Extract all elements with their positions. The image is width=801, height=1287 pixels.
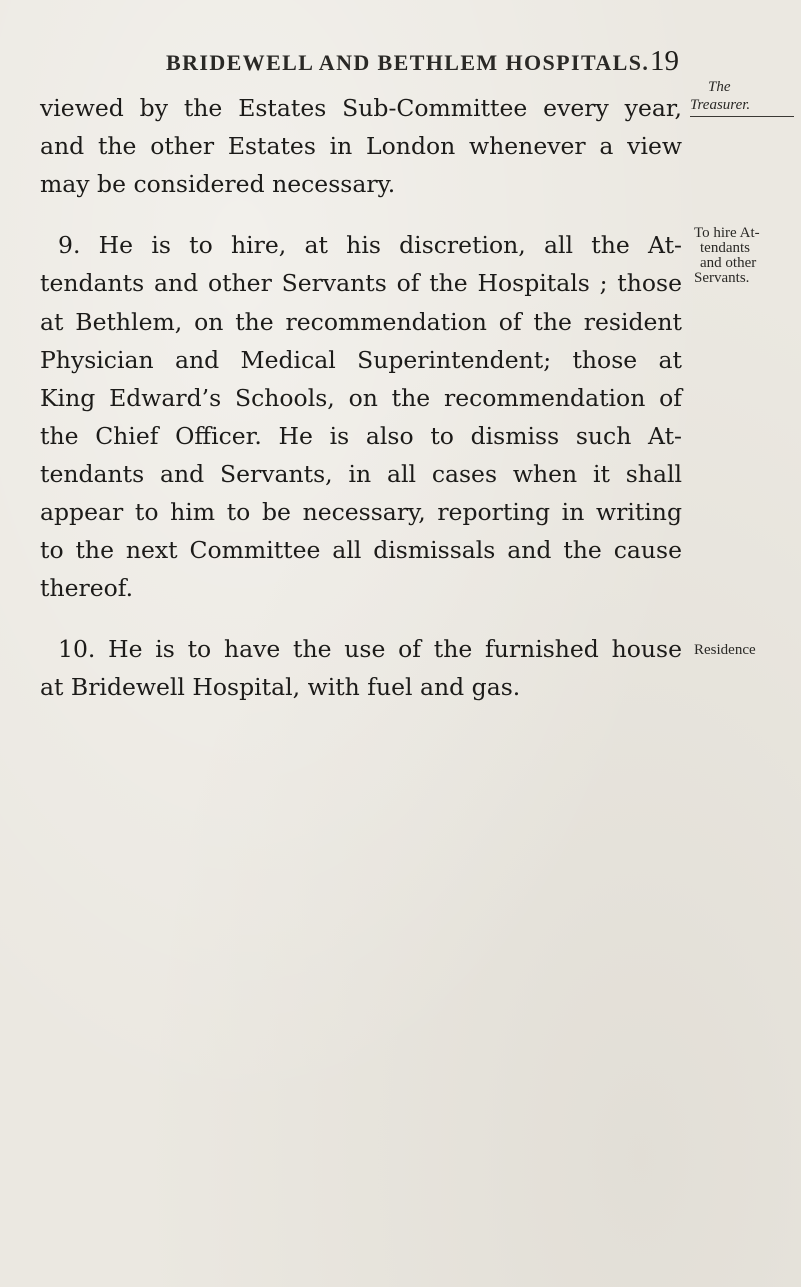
margin-note-treasurer-1: The [708,79,731,95]
text-line-15: at Bridewell Hospital, with fuel and gas. [40,673,521,701]
text-line-6: at Bethlem, on the recommendation of the resident [40,308,682,336]
text-line-13: thereof. [40,574,134,602]
running-head: BRIDEWELL AND BETHLEM HOSPITALS. [166,50,650,75]
text-line-4: 9. He is to hire, at his discretion, all the At- [58,231,682,259]
text-line-14: 10. He is to have the use of the furnished house [58,635,682,663]
margin-note-hire-4: Servants. [694,270,750,286]
text-line-9: the Chief Officer. He is also to dismiss such At- [40,422,682,450]
margin-note-residence: Residence [694,642,756,658]
margin-note-hire-2: tendants [700,240,750,256]
margin-note-treasurer-2: Treasurer. [690,97,751,113]
margin-note-hire-1: To hire At- [694,225,760,241]
text-line-11: appear to him to be necessary, reporting in writing [40,498,682,526]
page-number: 19 [650,45,679,77]
text-line-1: viewed by the Estates Sub-Committee every year, [40,94,682,122]
text-line-8: King Edward’s Schools, on the recommendation of [40,384,682,412]
text-line-5: tendants and other Servants of the Hospitals ; those [40,269,682,297]
text-line-3: may be considered necessary. [40,170,396,198]
text-line-12: to the next Committee all dismissals and the cause [40,536,682,564]
margin-note-hire-3: and other [700,255,757,271]
text-line-2: and the other Estates in London whenever a view [40,132,682,160]
text-line-7: Physician and Medical Superintendent; those at [40,346,682,374]
margin-note-rule [690,116,794,117]
text-line-10: tendants and Servants, in all cases when it shall [40,460,682,488]
